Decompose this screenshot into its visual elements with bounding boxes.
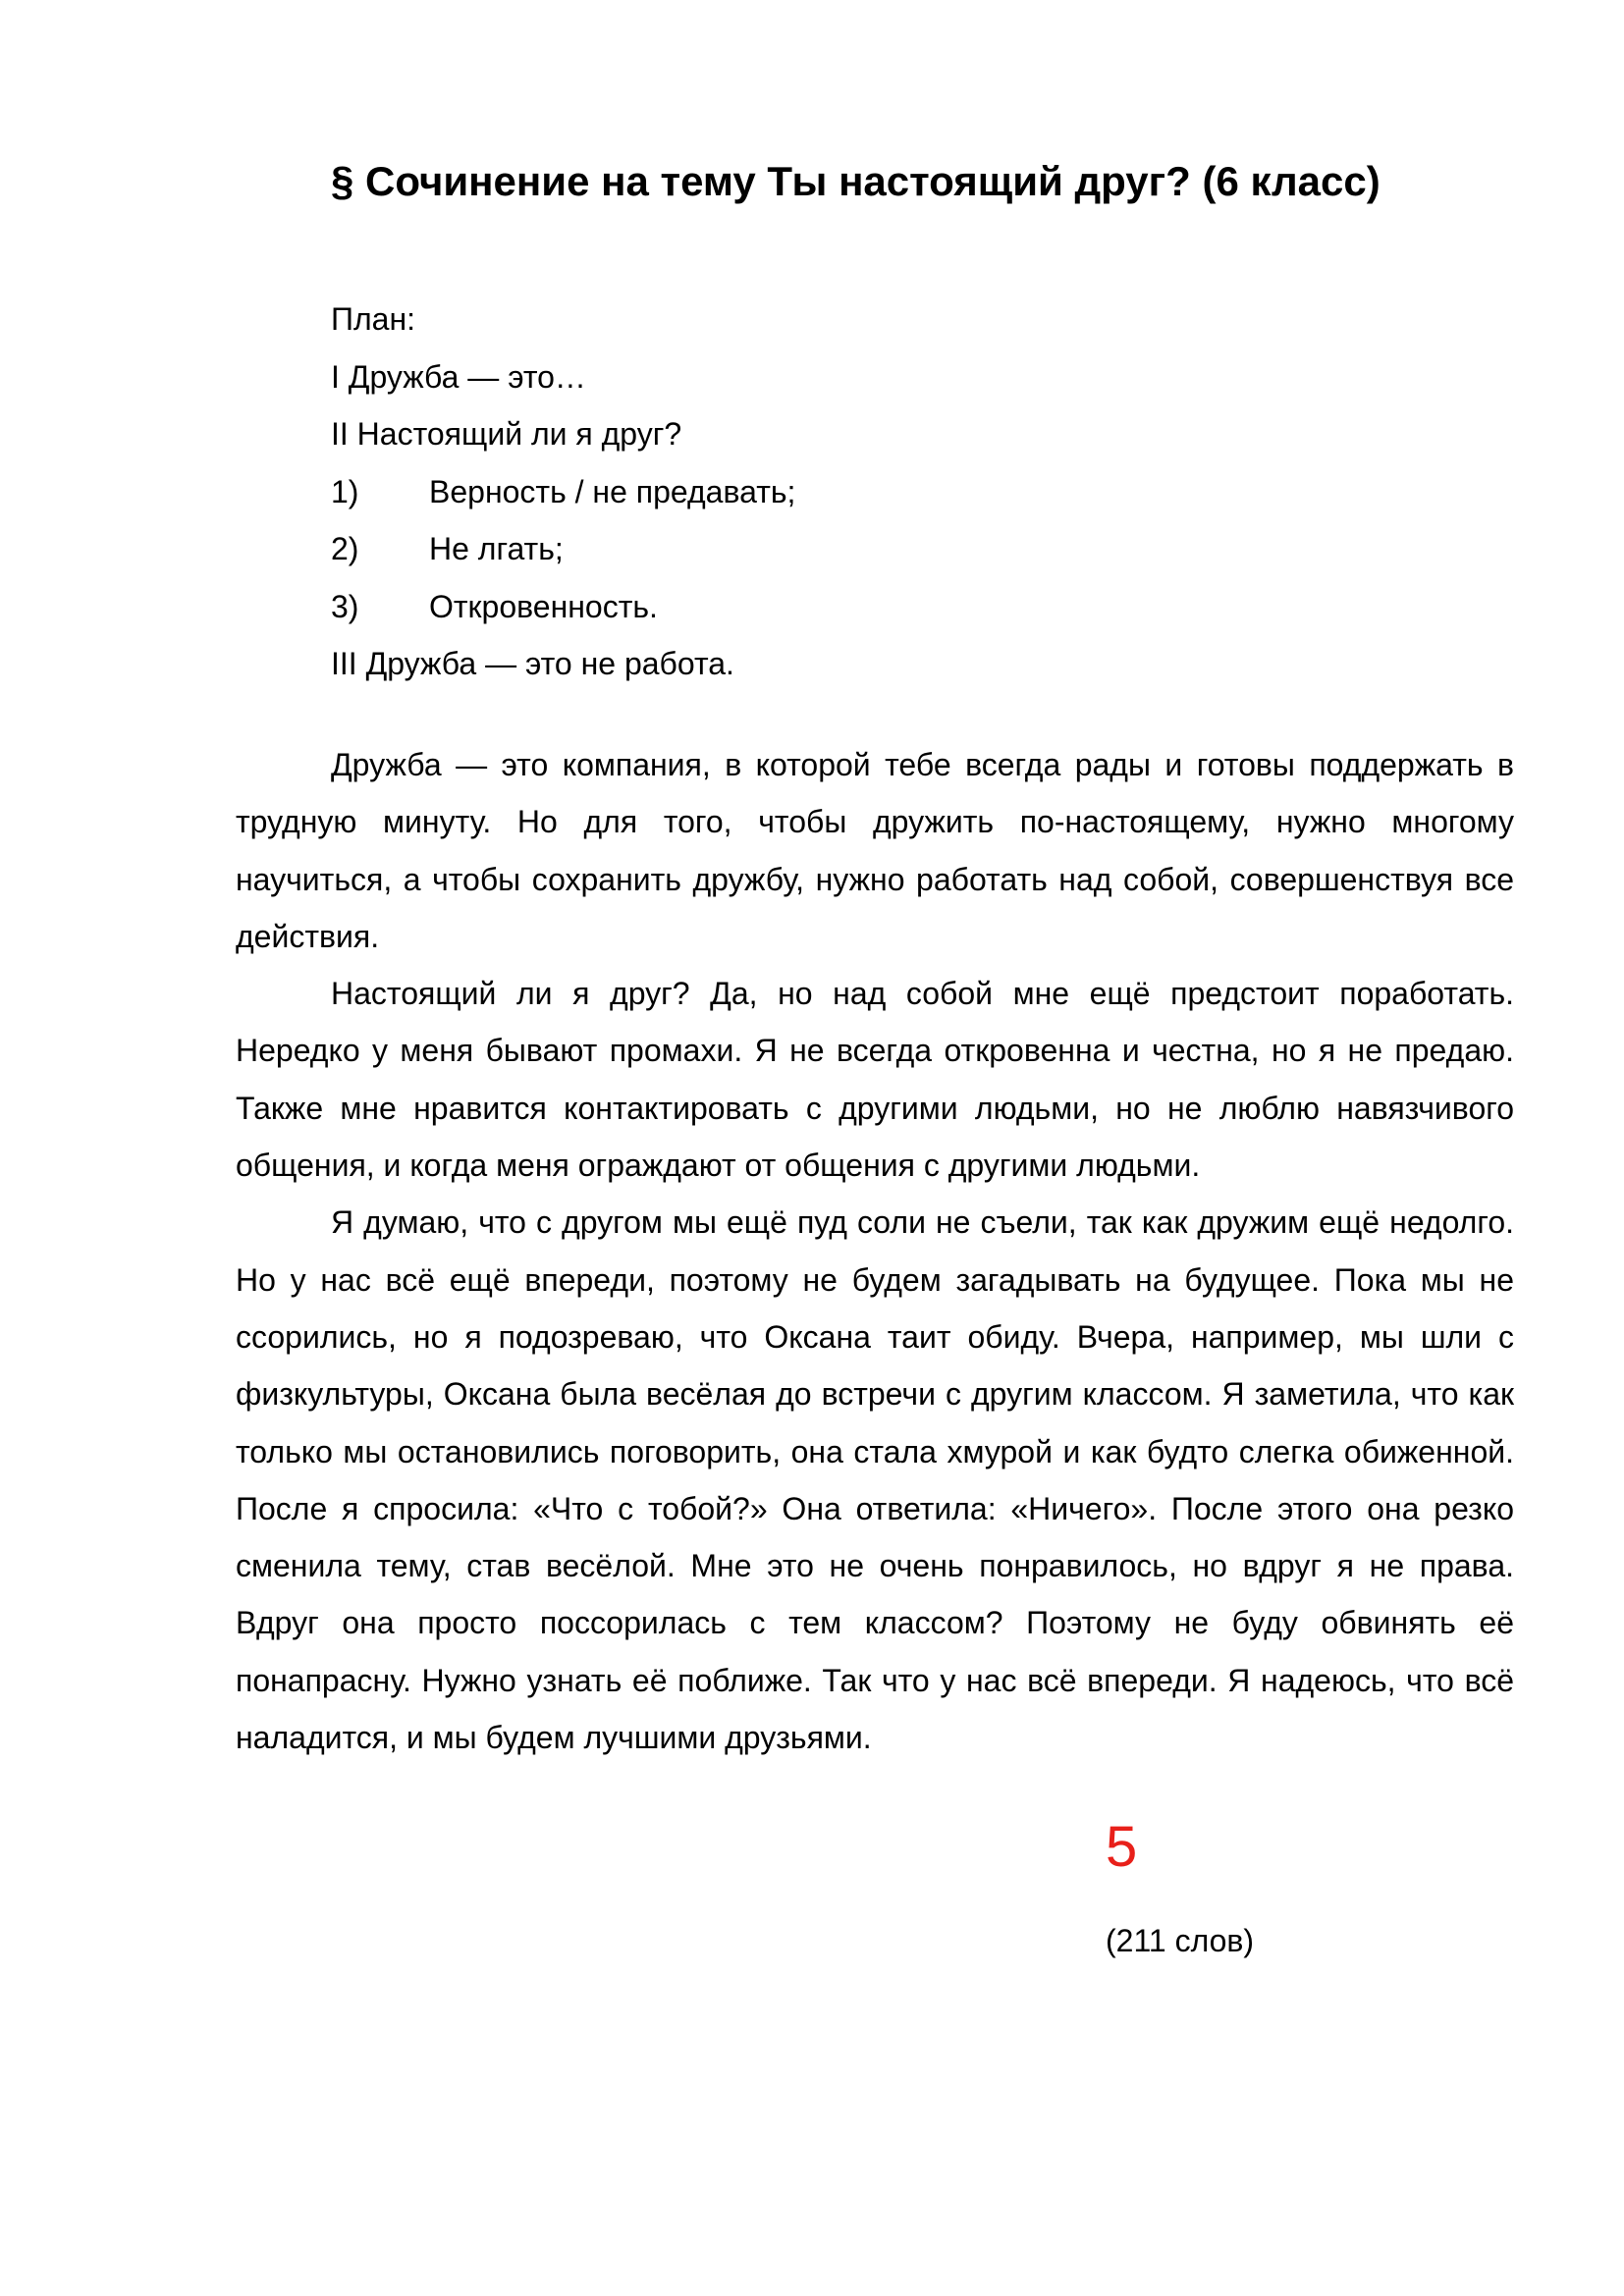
plan-subitem-number: 3)	[331, 588, 359, 624]
essay-plan	[331, 291, 795, 693]
plan-subitem-number: 2)	[331, 531, 359, 566]
grade-mark: 5	[1106, 1815, 1138, 1879]
plan-section-2: II Настоящий ли я друг?	[331, 416, 682, 452]
plan-heading: План:	[331, 301, 416, 337]
plan-subitem	[331, 578, 795, 636]
essay-title: § Сочинение на тему Ты настоящий друг? (6 класс)	[331, 158, 1380, 204]
plan-subitem-text: Не лгать;	[429, 531, 564, 566]
plan-subitem-number: 1)	[331, 473, 359, 509]
plan-subitem	[331, 463, 795, 521]
essay-paragraph-2: Настоящий ли я друг? Да, но над собой мне ещё предстоит поработать. Нередко у меня бывают промахи. Я не всегда откровенна и честна, но я не предаю. Также мне нравится контактировать с другими людьми, но не люблю навязчивого общения, и когда меня ограждают от общения с другими людьми.	[236, 976, 1514, 1184]
plan-subitem	[331, 520, 795, 578]
word-count: (211 слов)	[1106, 1923, 1255, 1958]
plan-section-3: III Дружба — это не работа.	[331, 646, 734, 681]
essay-paragraph-3: Я думаю, что с другом мы ещё пуд соли не съели, так как дружим ещё недолго. Но у нас всё ещё впереди, поэтому не будем загадывать на будущее. Пока мы не ссорились, но я подозреваю, что Оксана таит обиду. Вчера, например, мы шли с физкультуры, Оксана была весёлая до встречи с другим классом. Я заметила, что как только мы остановились поговорить, она стала хмурой и как будто слегка обиженной. После я спросила: «Что с тобой?» Она ответила: «Ничего». После этого она резко сменила тему, став весёлой. Мне это не очень понравилось, но вдруг я не права. Вдруг она просто поссорилась с тем классом? Поэтому не буду обвинять её понапрасну. Нужно узнать её поближе. Так что у нас всё впереди. Я надеюсь, что всё наладится, и мы будем лучшими друзьями.	[236, 1204, 1514, 1756]
plan-subitem-text: Верность / не предавать;	[429, 473, 796, 509]
essay-paragraph-1: Дружба — это компания, в которой тебе всегда рады и готовы поддержать в трудную минуту. Но для того, чтобы дружить по-настоящему, нужно многому научиться, а чтобы сохранить дружбу, нужно работать над собой, совершенствуя все действия.	[236, 747, 1514, 954]
plan-section-1: I Дружба — это…	[331, 358, 586, 395]
essay-body	[236, 736, 1514, 1766]
plan-subitem-text: Откровенность.	[429, 588, 658, 624]
